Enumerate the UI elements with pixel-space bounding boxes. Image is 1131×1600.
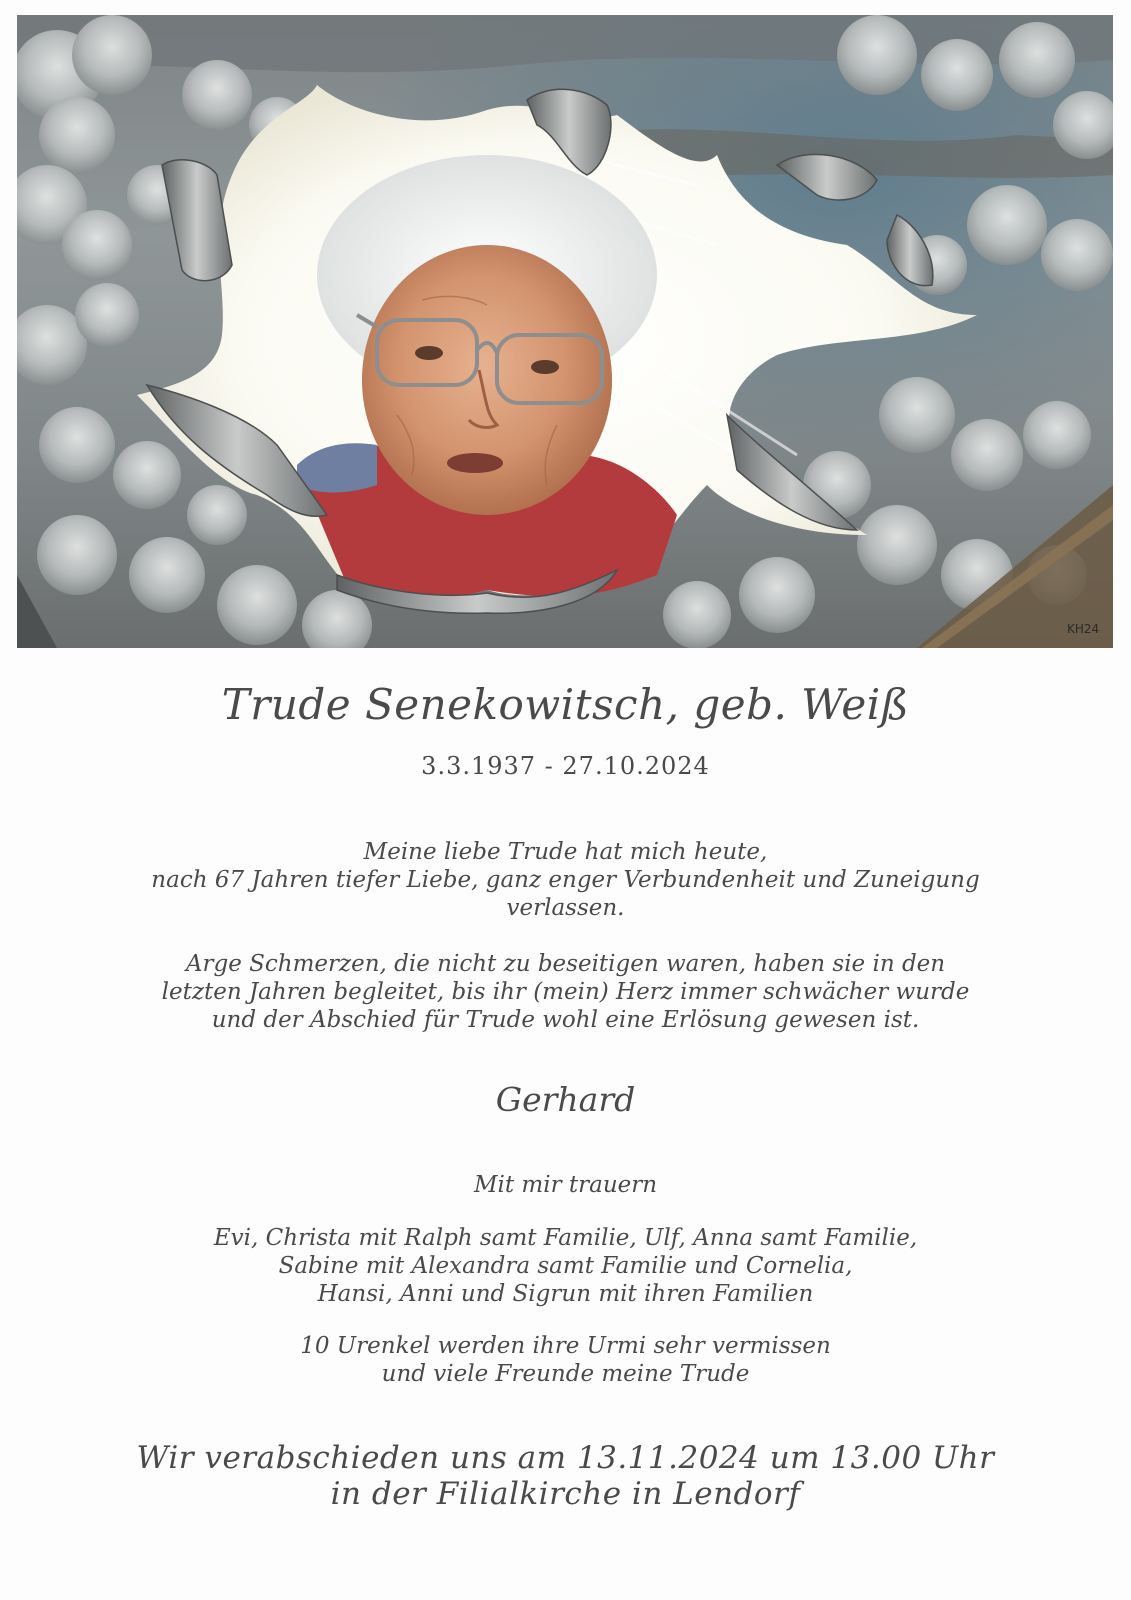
family-line: Hansi, Anni und Sigrun mit ihren Familien (317, 1281, 814, 1307)
portrait-artwork (17, 15, 1113, 648)
family-line: Evi, Christa mit Ralph samt Familie, Ulf, Anna samt Familie, (213, 1225, 918, 1251)
deceased-name: Trude Senekowitsch, geb. Weiß (221, 680, 910, 729)
message-line: und der Abschied für Trude wohl eine Erlösung gewesen ist. (211, 1007, 920, 1033)
signature-name: Gerhard (495, 1080, 636, 1119)
message-line: verlassen. (506, 895, 625, 921)
message-paragraph-2 (0, 950, 1131, 1034)
message-line: nach 67 Jahren tiefer Liebe, ganz enger Verbundenheit und Zuneigung (151, 867, 980, 893)
portrait-artwork-svg (17, 15, 1113, 648)
artist-signature: KH24 (1067, 622, 1100, 636)
mourners-family (0, 1224, 1131, 1308)
mourners-greatgrandchildren (0, 1332, 1131, 1388)
farewell-announcement (0, 1440, 1131, 1512)
greatgrand-line: und viele Freunde meine Trude (381, 1361, 750, 1387)
life-dates: 3.3.1937 - 27.10.2024 (421, 752, 710, 780)
message-line: Meine liebe Trude hat mich heute, (363, 839, 768, 865)
message-line: letzten Jahren begleitet, bis ihr (mein) Herz immer schwächer wurde (161, 979, 970, 1005)
mourners-label: Mit mir trauern (473, 1172, 658, 1198)
farewell-line: in der Filialkirche in Lendorf (330, 1476, 801, 1512)
farewell-line: Wir verabschieden uns am 13.11.2024 um 13.00 Uhr (136, 1440, 995, 1476)
greatgrand-line: 10 Urenkel werden ihre Urmi sehr vermissen (300, 1333, 831, 1359)
message-line: Arge Schmerzen, die nicht zu beseitigen waren, haben sie in den (185, 951, 946, 977)
family-line: Sabine mit Alexandra samt Familie und Cornelia, (278, 1253, 853, 1279)
message-paragraph-1 (0, 838, 1131, 922)
